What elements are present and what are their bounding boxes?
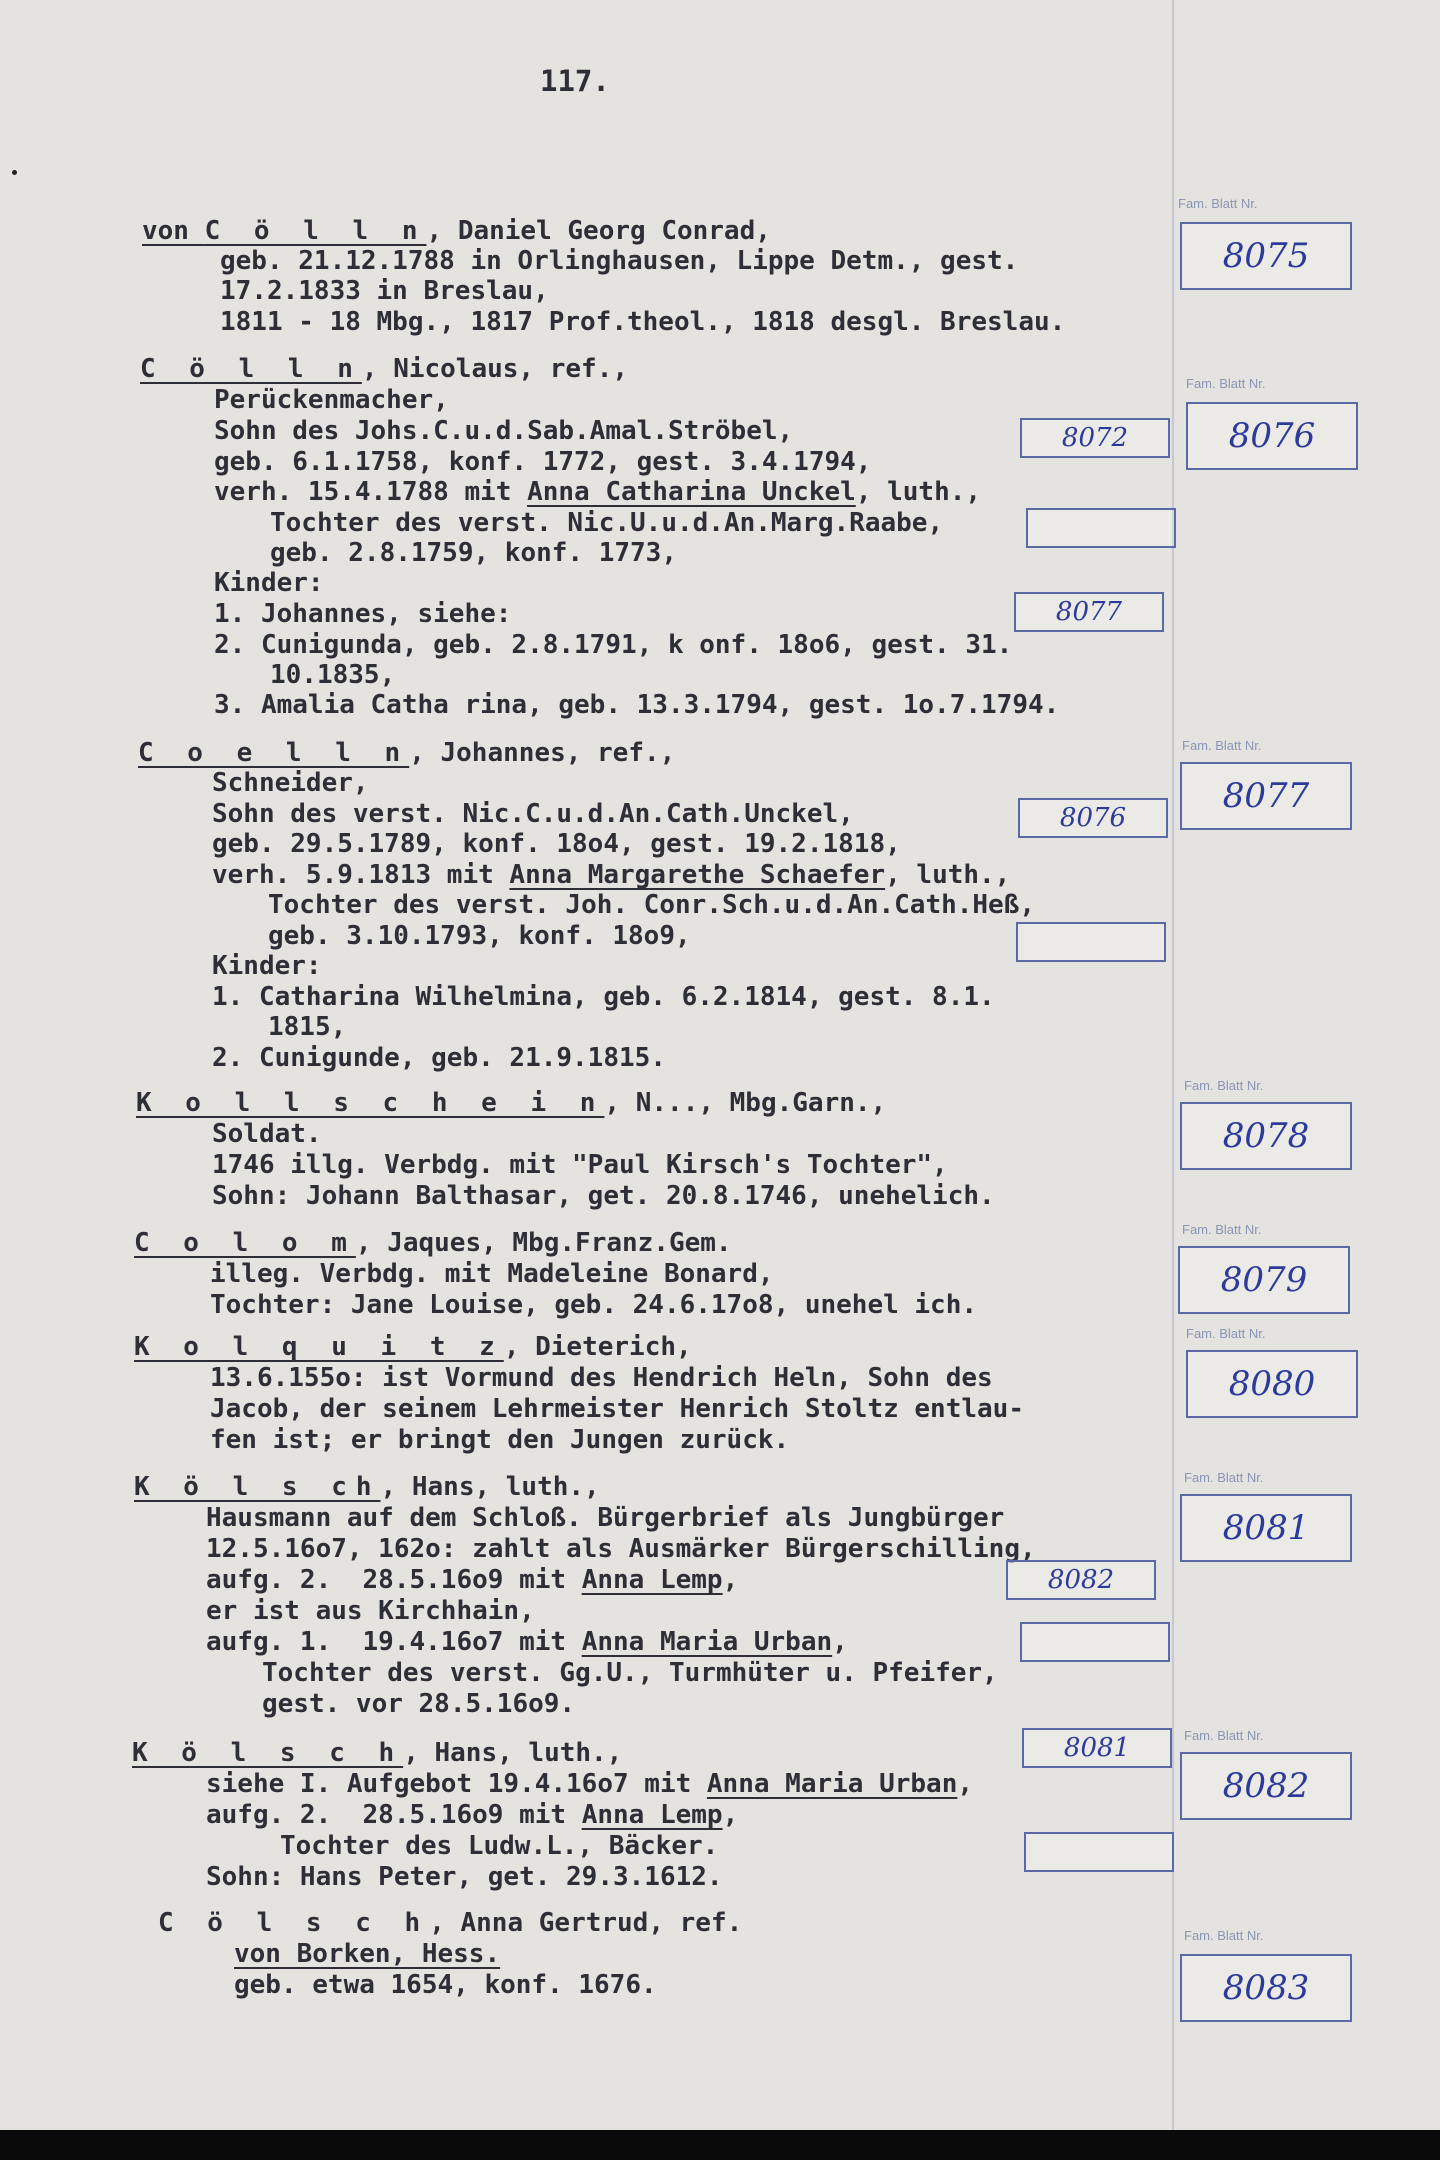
- entry-line: 10.1835,: [270, 660, 396, 690]
- ref-empty-box: [1016, 922, 1166, 962]
- entry-heading: K o l q u i t z, Dieterich,: [134, 1332, 692, 1362]
- fam-blatt-label: Fam. Blatt Nr.: [1184, 1078, 1264, 1093]
- entry-heading: von C ö l l n, Daniel Georg Conrad,: [142, 216, 771, 246]
- entry-heading: C ö l s c h, Anna Gertrud, ref.: [158, 1908, 743, 1938]
- entry-line: Tochter des verst. Gg.U., Turmhüter u. Pfeifer,: [262, 1658, 998, 1688]
- ref-parents-number: 8076: [1018, 798, 1168, 838]
- entry-line: Schneider,: [212, 768, 369, 798]
- entry-line: geb. 2.8.1759, konf. 1773,: [270, 538, 677, 568]
- ref-empty-box: [1024, 1832, 1174, 1872]
- entry-line: Hausmann auf dem Schloß. Bürgerbrief als Jungbürger: [206, 1503, 1005, 1533]
- entry-line: 13.6.155o: ist Vormund des Hendrich Heln, Sohn des: [210, 1363, 993, 1393]
- entry-line: geb. 6.1.1758, konf. 1772, gest. 3.4.1794,: [214, 447, 872, 477]
- entry-line: 1. Catharina Wilhelmina, geb. 6.2.1814, gest. 8.1.: [212, 982, 995, 1012]
- entry-line: Tochter des verst. Nic.U.u.d.An.Marg.Raabe,: [270, 508, 944, 538]
- entry-line: 2. Cunigunde, geb. 21.9.1815.: [212, 1043, 666, 1073]
- fam-blatt-label: Fam. Blatt Nr.: [1178, 196, 1258, 211]
- entry-line: fen ist; er bringt den Jungen zurück.: [210, 1425, 790, 1455]
- fam-blatt-label: Fam. Blatt Nr.: [1184, 1470, 1264, 1485]
- entry-line: illeg. Verbdg. mit Madeleine Bonard,: [210, 1259, 774, 1289]
- entry-line: aufg. 1. 19.4.16o7 mit Anna Maria Urban,: [206, 1627, 848, 1657]
- entry-line: 3. Amalia Catha rina, geb. 13.3.1794, gest. 1o.7.1794.: [214, 690, 1060, 720]
- entry-line: 1. Johannes, siehe:: [214, 599, 512, 629]
- entry-line: Kinder:: [214, 568, 324, 598]
- scan-border: [0, 2130, 1440, 2160]
- entry-heading: C ö l l n, Nicolaus, ref.,: [140, 354, 628, 384]
- page-number: 117.: [540, 64, 610, 98]
- page-mark: [12, 170, 17, 175]
- entry-line: Perückenmacher,: [214, 385, 449, 415]
- fam-blatt-number: 8075: [1180, 222, 1352, 290]
- fam-blatt-number: 8081: [1180, 1494, 1352, 1562]
- entry-line: geb. 21.12.1788 in Orlinghausen, Lippe Detm., gest.: [220, 246, 1019, 276]
- fam-blatt-number: 8080: [1186, 1350, 1358, 1418]
- entry-line: Sohn des Johs.C.u.d.Sab.Amal.Ströbel,: [214, 416, 794, 446]
- fam-blatt-label: Fam. Blatt Nr.: [1186, 376, 1266, 391]
- entry-line: gest. vor 28.5.16o9.: [262, 1689, 576, 1719]
- entry-line: 1815,: [268, 1012, 347, 1042]
- entry-line: verh. 15.4.1788 mit Anna Catharina Unckel, luth.,: [214, 477, 982, 507]
- entry-line: Soldat.: [212, 1119, 322, 1149]
- entry-heading: C o l o m, Jaques, Mbg.Franz.Gem.: [134, 1228, 732, 1258]
- entry-line: 1811 - 18 Mbg., 1817 Prof.theol., 1818 desgl. Breslau.: [220, 307, 1066, 337]
- ref-parents-number: 8072: [1020, 418, 1170, 458]
- entry-line: Sohn: Hans Peter, get. 29.3.1612.: [206, 1862, 723, 1892]
- ref-first-number: 8081: [1022, 1728, 1172, 1768]
- fam-blatt-number: 8082: [1180, 1752, 1352, 1820]
- entry-line: verh. 5.9.1813 mit Anna Margarethe Schaefer, luth.,: [212, 860, 1011, 890]
- ref-child-number: 8077: [1014, 592, 1164, 632]
- entry-line: geb. 29.5.1789, konf. 18o4, gest. 19.2.1818,: [212, 829, 901, 859]
- fam-blatt-number: 8076: [1186, 402, 1358, 470]
- entry-line: 17.2.1833 in Breslau,: [220, 276, 549, 306]
- entry-line: siehe I. Aufgebot 19.4.16o7 mit Anna Maria Urban,: [206, 1769, 974, 1799]
- entry-line: Sohn des verst. Nic.C.u.d.An.Cath.Unckel,: [212, 799, 854, 829]
- fam-blatt-number: 8079: [1178, 1246, 1350, 1314]
- fam-blatt-label: Fam. Blatt Nr.: [1184, 1728, 1264, 1743]
- entry-heading: K ö l s c h, Hans, luth.,: [132, 1738, 623, 1768]
- entry-line: von Borken, Hess.: [234, 1939, 501, 1969]
- entry-line: 2. Cunigunda, geb. 2.8.1791, k onf. 18o6, gest. 31.: [214, 630, 1013, 660]
- entry-line: aufg. 2. 28.5.16o9 mit Anna Lemp,: [206, 1565, 739, 1595]
- entry-line: Jacob, der seinem Lehrmeister Henrich Stoltz entlau-: [210, 1394, 1024, 1424]
- entry-heading: K ö l s ch, Hans, luth.,: [134, 1472, 600, 1502]
- fam-blatt-label: Fam. Blatt Nr.: [1186, 1326, 1266, 1341]
- ref-empty-box: [1020, 1622, 1170, 1662]
- entry-line: 1746 illg. Verbdg. mit "Paul Kirsch's Tochter",: [212, 1150, 948, 1180]
- fam-blatt-number: 8078: [1180, 1102, 1352, 1170]
- ref-empty-box: [1026, 508, 1176, 548]
- entry-line: Tochter des verst. Joh. Conr.Sch.u.d.An.Cath.Heß,: [268, 890, 1036, 920]
- entry-line: Kinder:: [212, 951, 322, 981]
- fam-blatt-label: Fam. Blatt Nr.: [1184, 1928, 1264, 1943]
- entry-line: 12.5.16o7, 162o: zahlt als Ausmärker Bürgerschilling,: [206, 1534, 1036, 1564]
- entry-line: er ist aus Kirchhain,: [206, 1596, 535, 1626]
- fam-blatt-number: 8077: [1180, 762, 1352, 830]
- entry-line: aufg. 2. 28.5.16o9 mit Anna Lemp,: [206, 1800, 739, 1830]
- ref-marriage-number: 8082: [1006, 1560, 1156, 1600]
- fam-blatt-label: Fam. Blatt Nr.: [1182, 1222, 1262, 1237]
- margin-rule: [1172, 0, 1174, 2130]
- entry-line: Sohn: Johann Balthasar, get. 20.8.1746, unehelich.: [212, 1181, 995, 1211]
- fam-blatt-number: 8083: [1180, 1954, 1352, 2022]
- entry-line: geb. 3.10.1793, konf. 18o9,: [268, 921, 691, 951]
- entry-line: geb. etwa 1654, konf. 1676.: [234, 1970, 657, 2000]
- entry-line: Tochter des Ludw.L., Bäcker.: [280, 1831, 719, 1861]
- entry-heading: K o l l s c h e i n, N..., Mbg.Garn.,: [136, 1088, 887, 1118]
- entry-heading: C o e l l n, Johannes, ref.,: [138, 738, 676, 768]
- fam-blatt-label: Fam. Blatt Nr.: [1182, 738, 1262, 753]
- entry-line: Tochter: Jane Louise, geb. 24.6.17o8, unehel ich.: [210, 1290, 978, 1320]
